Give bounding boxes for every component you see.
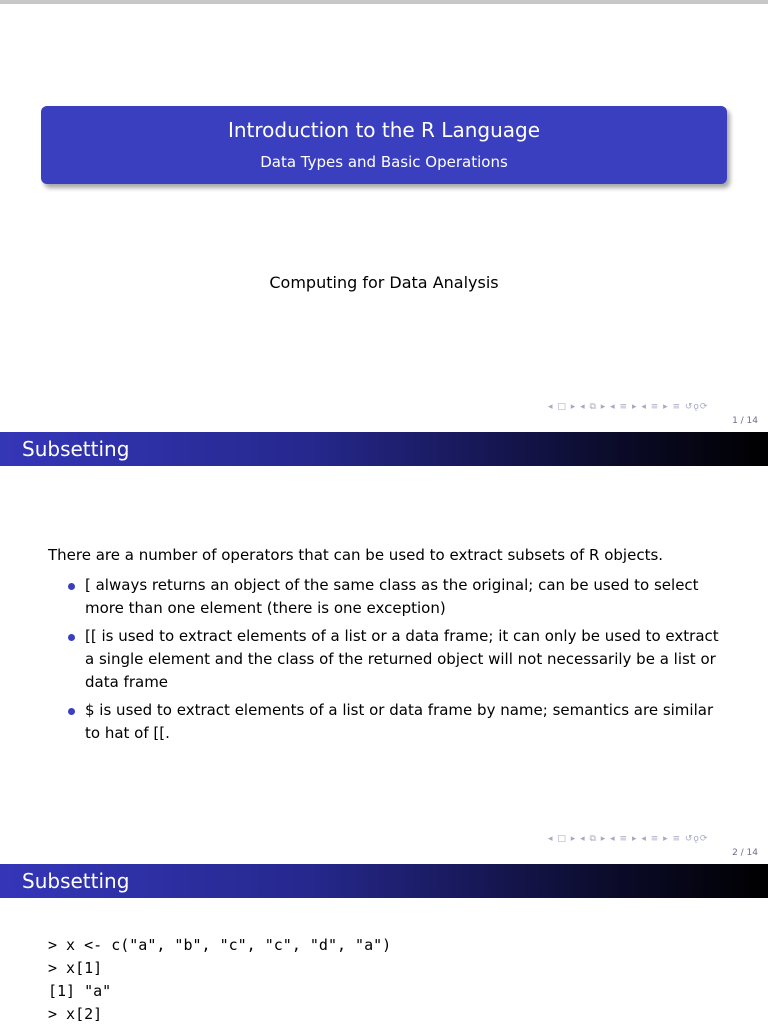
navigation-symbols[interactable]: ◂ □ ▸ ◂ ⧉ ▸ ◂ ≡ ▸ ◂ ≡ ▸ ≡ ↺ǫ⟳ xyxy=(548,834,709,844)
code-line: [1] "a" xyxy=(48,982,112,1000)
slide-3-subsetting xyxy=(0,864,768,1024)
slide-1-title xyxy=(0,4,768,432)
bullet-list xyxy=(66,574,726,750)
list-item: [[ is used to extract elements of a list or a data frame; it can only be used to extract a single element and the class of the returned object will not necessarily be a list or data frame xyxy=(66,625,726,694)
navigation-symbols[interactable]: ◂ □ ▸ ◂ ⧉ ▸ ◂ ≡ ▸ ◂ ≡ ▸ ≡ ↺ǫ⟳ xyxy=(548,402,709,412)
presentation-subtitle: Data Types and Basic Operations xyxy=(260,153,508,171)
code-block xyxy=(48,934,391,1024)
page-number: 1 / 14 xyxy=(732,416,758,426)
presentation-title: Introduction to the R Language xyxy=(227,118,541,142)
intro-text: There are a number of operators that can be used to extract subsets of R objects. xyxy=(48,546,664,564)
code-line: > x[1] xyxy=(48,959,103,977)
list-item: $ is used to extract elements of a list or data frame by name; semantics are similar to hat of [[. xyxy=(66,699,726,745)
page-number: 2 / 14 xyxy=(732,848,758,858)
slide-2-subsetting xyxy=(0,432,768,864)
author-line: Computing for Data Analysis xyxy=(269,273,499,292)
list-item: [ always returns an object of the same class as the original; can be used to select more than one element (there is one exception) xyxy=(66,574,726,620)
frame-title: Subsetting xyxy=(0,864,768,898)
code-line: > x[2] xyxy=(48,1005,103,1023)
frame-title: Subsetting xyxy=(0,432,768,466)
code-line: > x <- c("a", "b", "c", "c", "d", "a") xyxy=(48,936,392,954)
title-box xyxy=(41,106,727,184)
